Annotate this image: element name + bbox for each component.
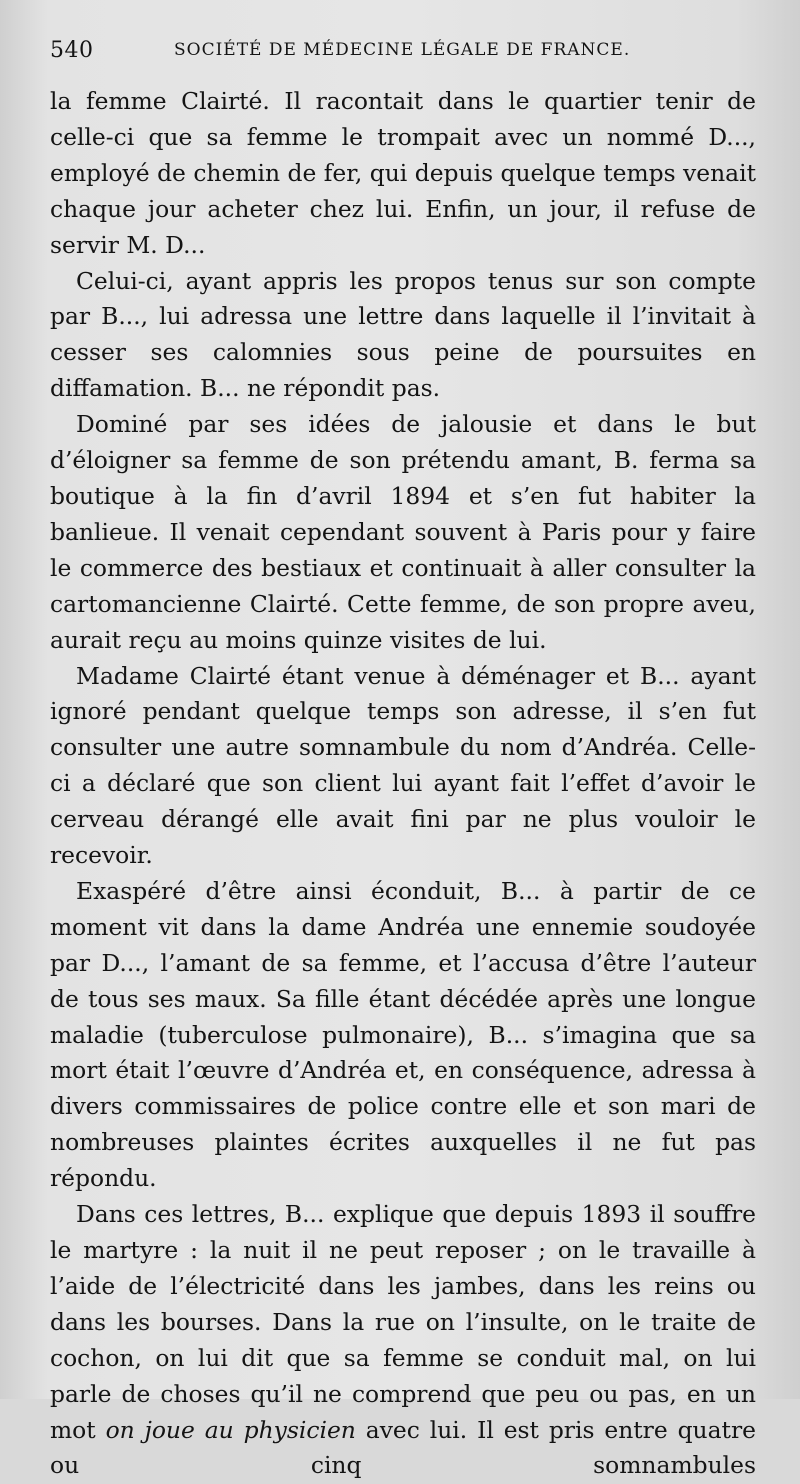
paragraph-4: Madame Clairté étant venue à déménager et B... ayant ignoré pendant quelque temps son adresse, il s’en fut consulter une autre somnambule du nom d’Andréa. Celle-ci a déclaré que son client lui ayant fait l’effet d’avoir le cerveau dérangé elle avait fini par ne plus vouloir le recevoir.: [50, 661, 756, 870]
page-header: [50, 38, 750, 68]
body-text: [50, 84, 756, 1484]
running-title: SOCIÉTÉ DE MÉDECINE LÉGALE DE FRANCE.: [174, 40, 631, 60]
paragraph-1: la femme Clairté. Il racontait dans le quartier tenir de celle-ci que sa femme le trompait avec un nommé D..., employé de chemin de fer, qui depuis quelque temps venait chaque jour acheter chez lui. Enfin, un jour, il refuse de servir M. D...: [50, 87, 756, 259]
paragraph-6: [50, 1197, 756, 1484]
paragraph-3: Dominé par ses idées de jalousie et dans le but d’éloigner sa femme de son prétendu amant, B. ferma sa boutique à la fin d’avril 1894 et s’en fut habiter la banlieue. Il venait cependant souvent à Paris pour y faire le commerce des bestiaux et continuait à aller consulter la cartomancienne Clairté. Cette femme, de son propre aveu, aurait reçu au moins quinze visites de lui.: [50, 410, 756, 654]
paragraph-5: Exaspéré d’être ainsi éconduit, B... à partir de ce moment vit dans la dame Andréa une ennemie soudoyée par D..., l’amant de sa femme, et l’accusa d’être l’auteur de tous ses maux. Sa fille étant décédée après une longue maladie (tuberculose pulmonaire), B... s’imagina que sa mort était l’œuvre d’Andréa et, en conséquence, adressa à divers commissaires de police contre elle et son mari de nombreuses plaintes écrites auxquelles il ne fut pas répondu.: [50, 876, 756, 1193]
paragraph-6-text-end: avec lui. Il est pris entre quatre ou cinq somnambules: [50, 1415, 756, 1480]
paragraph-2: Celui-ci, ayant appris les propos tenus sur son compte par B..., lui adressa une lettre dans laquelle il l’invitait à cesser ses calomnies sous peine de poursuites en diffamation. B... ne répondit pas.: [50, 266, 756, 403]
paragraph-6-text-start: Dans ces lettres, B... explique que depuis 1893 il souffre le martyre : la nuit il ne peut reposer ; on le travaille à l’aide de l’électricité dans les jambes, dans les reins ou dans les bourses. Dans la rue on l’insulte, on le traite de cochon, on lui dit que sa femme se conduit mal, on lui parle de choses qu’il ne comprend que peu ou pas, en un mot: [50, 1200, 756, 1444]
page-number: 540: [50, 38, 94, 63]
paragraph-6-italic-phrase: on joue au physicien: [105, 1415, 356, 1444]
